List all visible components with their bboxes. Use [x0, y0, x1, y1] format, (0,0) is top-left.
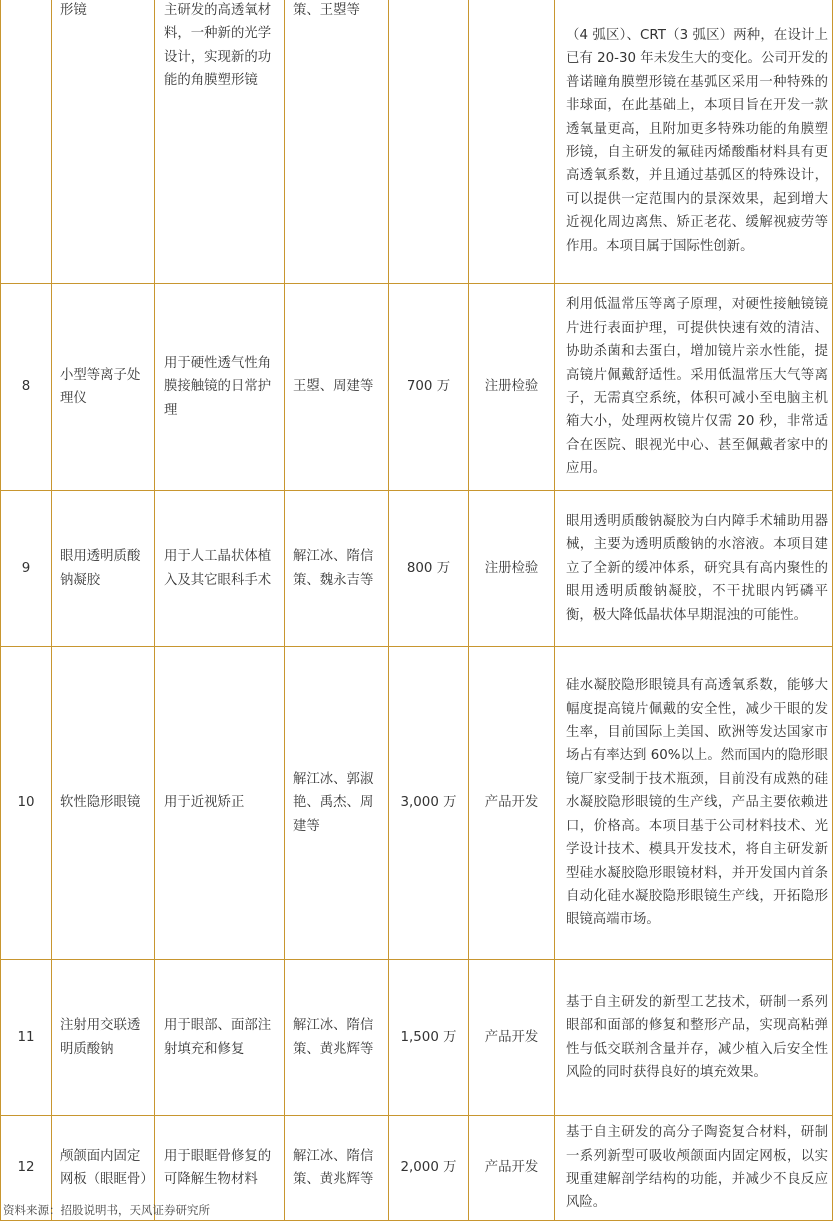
project-investment: 3,000 万 [389, 647, 469, 960]
table-row [1, 647, 833, 960]
row-number [1, 0, 52, 284]
project-investment [389, 0, 469, 284]
project-description: 基于自主研发的高分子陶瓷复合材料，研制一系列新型可吸收颅颌面内固定网板，以实现重建解剖学结构的功能，并减少不良反应风险。 [555, 1116, 833, 1221]
project-investment: 700 万 [389, 284, 469, 491]
project-name: 注射用交联透明质酸钠 [52, 960, 155, 1116]
project-personnel: 解江冰、隋信策、黄兆辉等 [285, 1116, 389, 1221]
project-personnel: 解江冰、郭淑艳、禹杰、周建等 [285, 647, 389, 960]
row-number: 9 [1, 491, 52, 647]
project-personnel: 解江冰、隋信策、黄兆辉等 [285, 960, 389, 1116]
row-number: 12 [1, 1116, 52, 1221]
project-personnel: 解江冰、隋信策、魏永吉等 [285, 491, 389, 647]
project-investment: 800 万 [389, 491, 469, 647]
table-row [1, 960, 833, 1116]
project-personnel: 策、王曌等 [285, 0, 389, 284]
project-stage: 产品开发 [469, 647, 555, 960]
project-description: 眼用透明质酸钠凝胶为白内障手术辅助用器械，主要为透明质酸钠的水溶液。本项目建立了全新的缓冲体系，研究具有高内聚性的眼用透明质酸钠凝胶，不干扰眼内钙磷平衡，极大降低晶状体早期混浊的可能性。 [555, 491, 833, 647]
project-description: 硅水凝胶隐形眼镜具有高透氧系数，能够大幅度提高镜片佩戴的安全性，减少干眼的发生率，目前国际上美国、欧洲等发达国家市场占有率达到 60%以上。然而国内的隐形眼镜厂家受制于技术瓶颈，目前没有成熟的硅水凝胶隐形眼镜的生产线，产品主要依赖进口，价格高。本项目基于公司材料技术、光学设计技术、模具开发技术，将自主研发新型硅水凝胶隐形眼镜材料，并开发国内首条自动化硅水凝胶隐形眼镜生产线，开拓隐形眼镜高端市场。 [555, 647, 833, 960]
project-stage [469, 0, 555, 284]
project-stage: 注册检验 [469, 284, 555, 491]
project-description: （4 弧区）、CRT（3 弧区）两种，在设计上已有 20-30 年未发生大的变化。公司开发的普诺瞳角膜塑形镜在基弧区采用一种特殊的非球面，在此基础上，本项目旨在开发一款透氧量更高，且附加更多特殊功能的角膜塑形镜，自主研发的氟硅丙烯酸酯材料具有更高透氧系数，并且通过基弧区的特殊设计，可以提供一定范围内的景深效果，起到增大近视化周边离焦、矫正老花、缓解视疲劳等作用。本项目属于国际性创新。 [555, 0, 833, 284]
project-use: 用于眼部、面部注射填充和修复 [155, 960, 285, 1116]
table-row [1, 284, 833, 491]
source-note: 资料来源：招股说明书，天风证券研究所 [3, 1203, 210, 1217]
project-personnel: 王曌、周建等 [285, 284, 389, 491]
project-name: 小型等离子处理仪 [52, 284, 155, 491]
project-use: 用于近视矫正 [155, 647, 285, 960]
project-use: 主研发的高透氧材料，一种新的光学设计，实现新的功能的角膜塑形镜 [155, 0, 285, 284]
project-stage: 产品开发 [469, 960, 555, 1116]
project-use: 用于眼眶骨修复的可降解生物材料 [155, 1116, 285, 1221]
project-stage: 产品开发 [469, 1116, 555, 1221]
project-name: 形镜 [52, 0, 155, 284]
project-use: 用于人工晶状体植入及其它眼科手术 [155, 491, 285, 647]
row-number: 10 [1, 647, 52, 960]
project-investment: 2,000 万 [389, 1116, 469, 1221]
row-number: 8 [1, 284, 52, 491]
project-description: 利用低温常压等离子原理，对硬性接触镜镜片进行表面护理，可提供快速有效的清洁、协助杀菌和去蛋白，增加镜片亲水性能，提高镜片佩戴舒适性。采用低温常压大气等离子，无需真空系统，体积可减小至电脑主机箱大小，处理两枚镜片仅需 20 秒，非常适合在医院、眼视光中心、甚至佩戴者家中的应用。 [555, 284, 833, 491]
project-name: 软性隐形眼镜 [52, 647, 155, 960]
project-description: 基于自主研发的新型工艺技术，研制一系列眼部和面部的修复和整形产品，实现高粘弹性与低交联剂含量并存，减少植入后安全性风险的同时获得良好的填充效果。 [555, 960, 833, 1116]
table-row [1, 0, 833, 284]
project-investment: 1,500 万 [389, 960, 469, 1116]
row-number: 11 [1, 960, 52, 1116]
table-row [1, 491, 833, 647]
project-name: 眼用透明质酸钠凝胶 [52, 491, 155, 647]
project-name: 颅颌面内固定网板（眼眶骨） [52, 1116, 155, 1221]
project-use: 用于硬性透气性角膜接触镜的日常护理 [155, 284, 285, 491]
project-stage: 注册检验 [469, 491, 555, 647]
